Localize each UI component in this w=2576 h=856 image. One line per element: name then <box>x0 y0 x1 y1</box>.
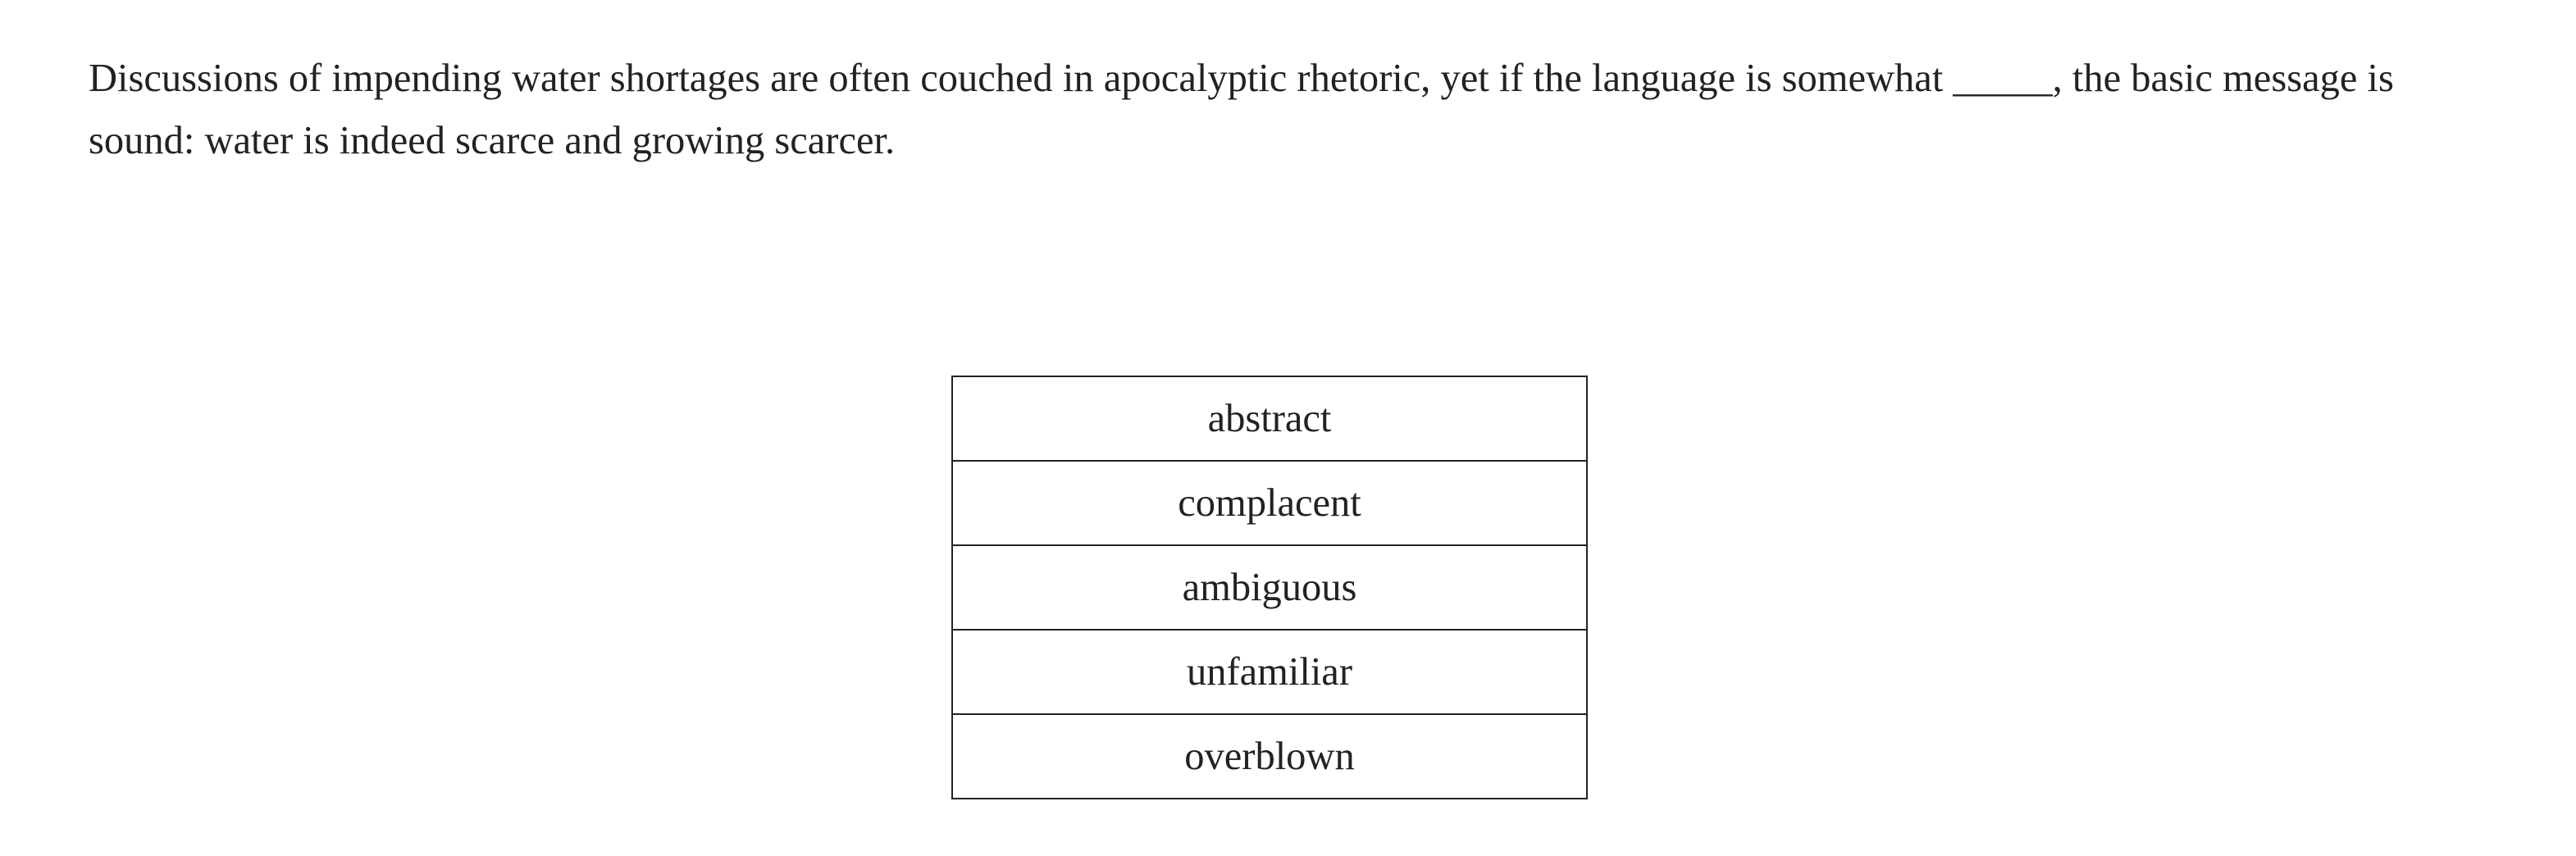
option-unfamiliar[interactable]: unfamiliar <box>952 630 1587 714</box>
option-row <box>952 376 1587 461</box>
option-complacent[interactable]: complacent <box>952 461 1587 545</box>
answer-options <box>951 376 1588 799</box>
option-row <box>952 714 1587 799</box>
option-ambiguous[interactable]: ambiguous <box>952 545 1587 630</box>
option-abstract[interactable]: abstract <box>952 376 1587 461</box>
option-overblown[interactable]: overblown <box>952 714 1587 799</box>
option-row <box>952 545 1587 630</box>
option-row <box>952 630 1587 714</box>
option-row <box>952 461 1587 545</box>
question-text: Discussions of impending water shortages are often couched in apocalyptic rhetoric, yet if the language is somewhat _____, the basic message is sound: water is indeed scarce and growing scarcer. <box>89 57 2394 162</box>
